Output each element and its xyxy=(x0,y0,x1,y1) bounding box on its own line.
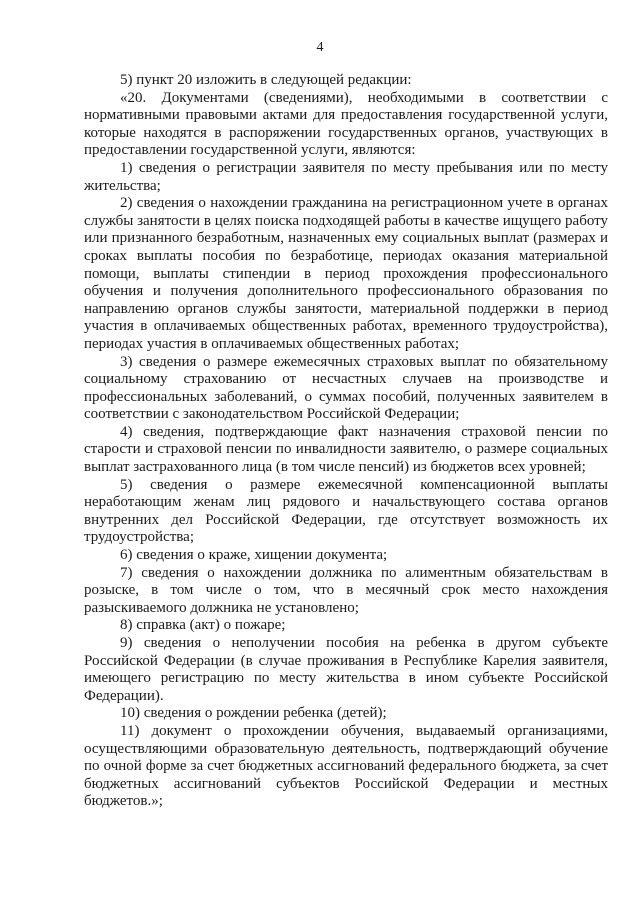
document-body xyxy=(84,72,608,811)
list-item: 7) сведения о нахождении должника по алиментным обязательствам в розыске, в том числе о том, что в месячный срок место нахождения разыскиваемого должника не установлено; xyxy=(84,564,608,616)
page-number: 4 xyxy=(316,40,324,55)
list-item: 4) сведения, подтверждающие факт назначения страховой пенсии по старости и страховой пенсии по инвалидности заявителю, о размере социальных выплат застрахованного лица (в том числе пенсий) из бюджетов всех уровней; xyxy=(84,423,608,476)
list-item: 3) сведения о размере ежемесячных страховых выплат по обязательному социальному страхованию от несчастных случаев на производстве и профессиональных заболеваний, о суммах пособий, полученных заявителем в соответствии с законодательством Российской Федерации; xyxy=(84,353,608,423)
amendment-intro: 5) пункт 20 изложить в следующей редакции: xyxy=(120,72,412,88)
list-item: 6) сведения о краже, хищении документа; xyxy=(120,547,388,564)
list-item: 8) справка (акт) о пожаре; xyxy=(120,617,286,634)
list-item: 11) документ о прохождении обучения, выдаваемый организациями, осуществляющими образовательную деятельность, подтверждающий обучение по очной форме за счет бюджетных ассигнований федерального бюджета, за счет бюджетных ассигнований субъектов Российской Федерации и местных бюджетов.»; xyxy=(84,722,608,810)
list-item: 2) сведения о нахождении гражданина на регистрационном учете в органах службы занятости в целях поиска подходящей работы в качестве ищущего работу или признанного безработным, назначенных ему социальных выплат (размерах и сроках выплаты пособия по безработице, периодах оказания материальной помощи, выплаты стипендии в период прохождения профессионального обучения и получения дополнительного профессионального образования по направлению органов службы занятости, материальной поддержки в период участия в оплачиваемых общественных работах, временного трудоустройства), периодах участия в оплачиваемых общественных работах; xyxy=(84,195,608,352)
list-item: 9) сведения о неполучении пособия на ребенка в другом субъекте Российской Федерации (в случае проживания в Республике Карелия заявителя, имеющего регистрацию по месту жительства в ином субъекте Российской Федерации). xyxy=(84,635,608,704)
list-item: 5) сведения о размере ежемесячной компенсационной выплаты неработающим женам лиц рядового и начальствующего состава органов внутренних дел Российской Федерации, где отсутствует возможность их трудоустройства; xyxy=(84,476,608,546)
list-item: 10) сведения о рождении ребенка (детей); xyxy=(120,705,387,722)
list-item: 1) сведения о регистрации заявителя по месту пребывания или по месту жительства; xyxy=(84,159,608,194)
clause-20-lead: «20. Документами (сведениями), необходимыми в соответствии с нормативными правовыми актами для предоставления государственной услуги, которые находятся в распоряжении государственных органов, участвующих в предоставлении государственной услуги, являются: xyxy=(84,89,608,159)
